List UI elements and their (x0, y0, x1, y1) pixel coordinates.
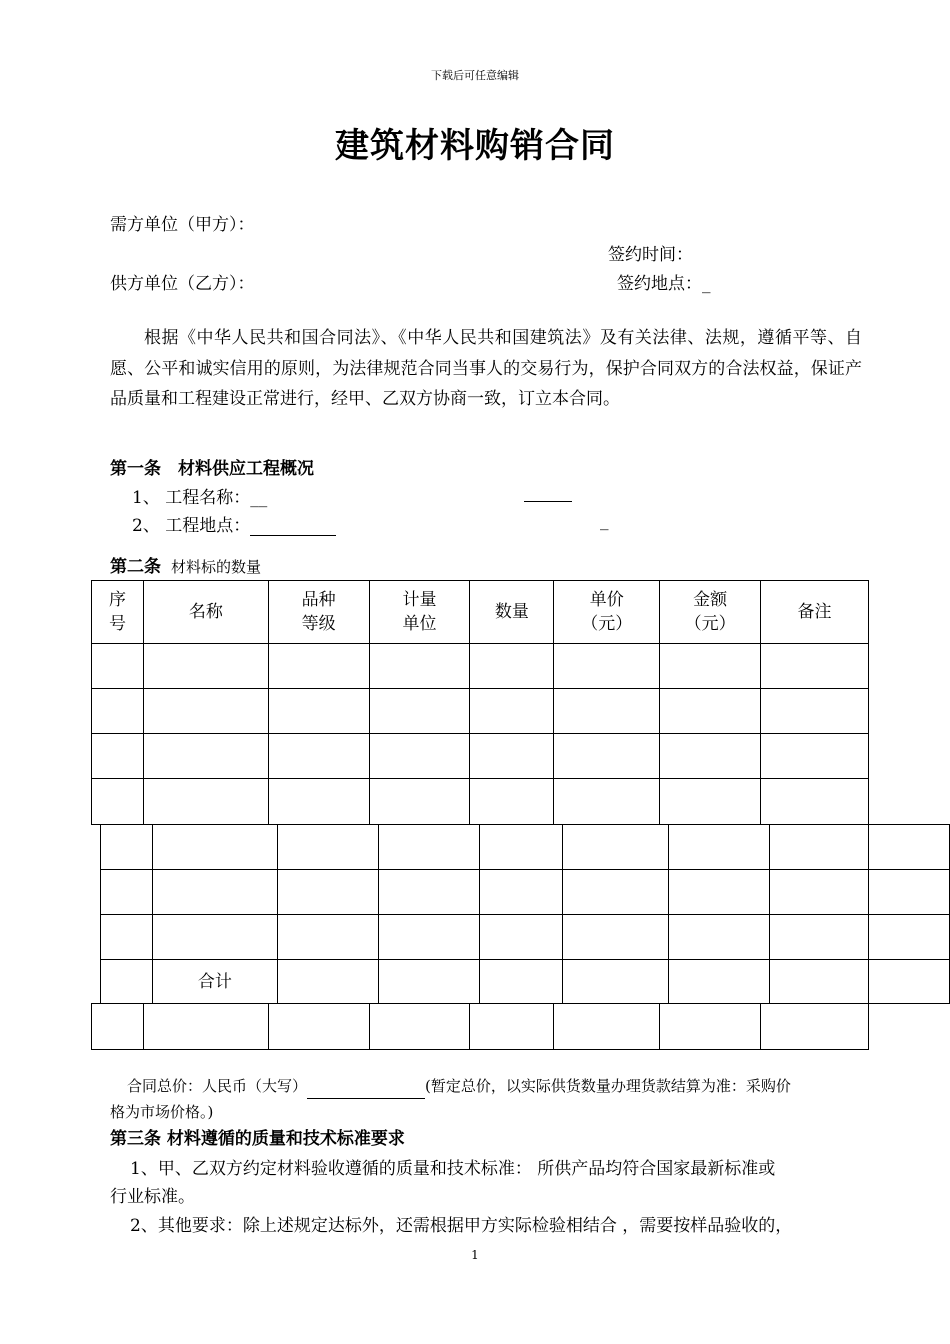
project-name-underline (524, 483, 572, 502)
page-number: 1 (471, 1248, 479, 1262)
article3-item2-line1: 2、其他要求：除上述规定达标外，还需根据甲方实际检验相结合 ，需要按样品验收的， (130, 1216, 793, 1236)
table-row (92, 734, 869, 779)
table-header-row (92, 581, 869, 644)
table-row (92, 644, 869, 689)
header-remarks: 备注 (761, 581, 869, 644)
header-note: 下载后可任意编辑 (431, 69, 519, 82)
total-price-note: 合同总价：人民币（大写） (暂定总价，以实际供货数量办理货款结算为准：采购价 (127, 1073, 791, 1099)
sign-place-label: 签约地点：_ (617, 274, 711, 294)
project-site-label: 2、 工程地点： (132, 511, 336, 536)
article2-heading: 第二条 材料标的数量 (110, 557, 262, 577)
total-price-note-line2: 格为市场价格。) (110, 1103, 214, 1121)
table-total-row (101, 960, 950, 1004)
table-row (101, 915, 950, 960)
buyer-label: 需方单位（甲方）： (110, 215, 255, 235)
table-row (92, 779, 869, 825)
materials-table-tail (91, 1003, 869, 1050)
project-name-label: 1、 工程名称：__ (132, 488, 268, 508)
article3-item1-line2: 行业标准。 (110, 1187, 195, 1207)
header-unit: 计量 单位 (369, 581, 470, 644)
header-variety: 品种 等级 (268, 581, 369, 644)
table-row (101, 825, 950, 870)
header-unit-price: 单价 （元） (554, 581, 660, 644)
project-site-tail: _ (600, 511, 609, 531)
header-name: 名称 (143, 581, 268, 644)
header-amount: 金额 （元） (660, 581, 761, 644)
materials-table-continued (100, 824, 950, 1004)
header-quantity: 数量 (470, 581, 554, 644)
article3-item1-line1: 1、甲、乙双方约定材料验收遵循的质量和技术标准： 所供产品均符合国家最新标准或 (130, 1159, 776, 1179)
seller-label: 供方单位（乙方）： (110, 274, 255, 294)
materials-table (91, 580, 869, 825)
sign-time-label: 签约时间： (608, 245, 693, 265)
table-row (92, 1004, 869, 1050)
total-label: 合计 (152, 960, 277, 1004)
article1-heading: 第一条 材料供应工程概况 (110, 459, 314, 479)
table-row (92, 689, 869, 734)
preamble-paragraph: 根据《中华人民共和国合同法》、《中华人民共和国建筑法》及有关法律、法规，遵循平等、自愿、公平和诚实信用的原则，为法律规范合同当事人的交易行为，保护合同双方的合法权益，保证产品质量和工程建设正常进行，经甲、乙双方协商一致，订立本合同。 (110, 328, 862, 409)
table-row (101, 870, 950, 915)
header-index: 序 号 (92, 581, 144, 644)
document-title: 建筑材料购销合同 (335, 126, 615, 166)
article3-heading: 第三条 材料遵循的质量和技术标准要求 (110, 1129, 405, 1149)
